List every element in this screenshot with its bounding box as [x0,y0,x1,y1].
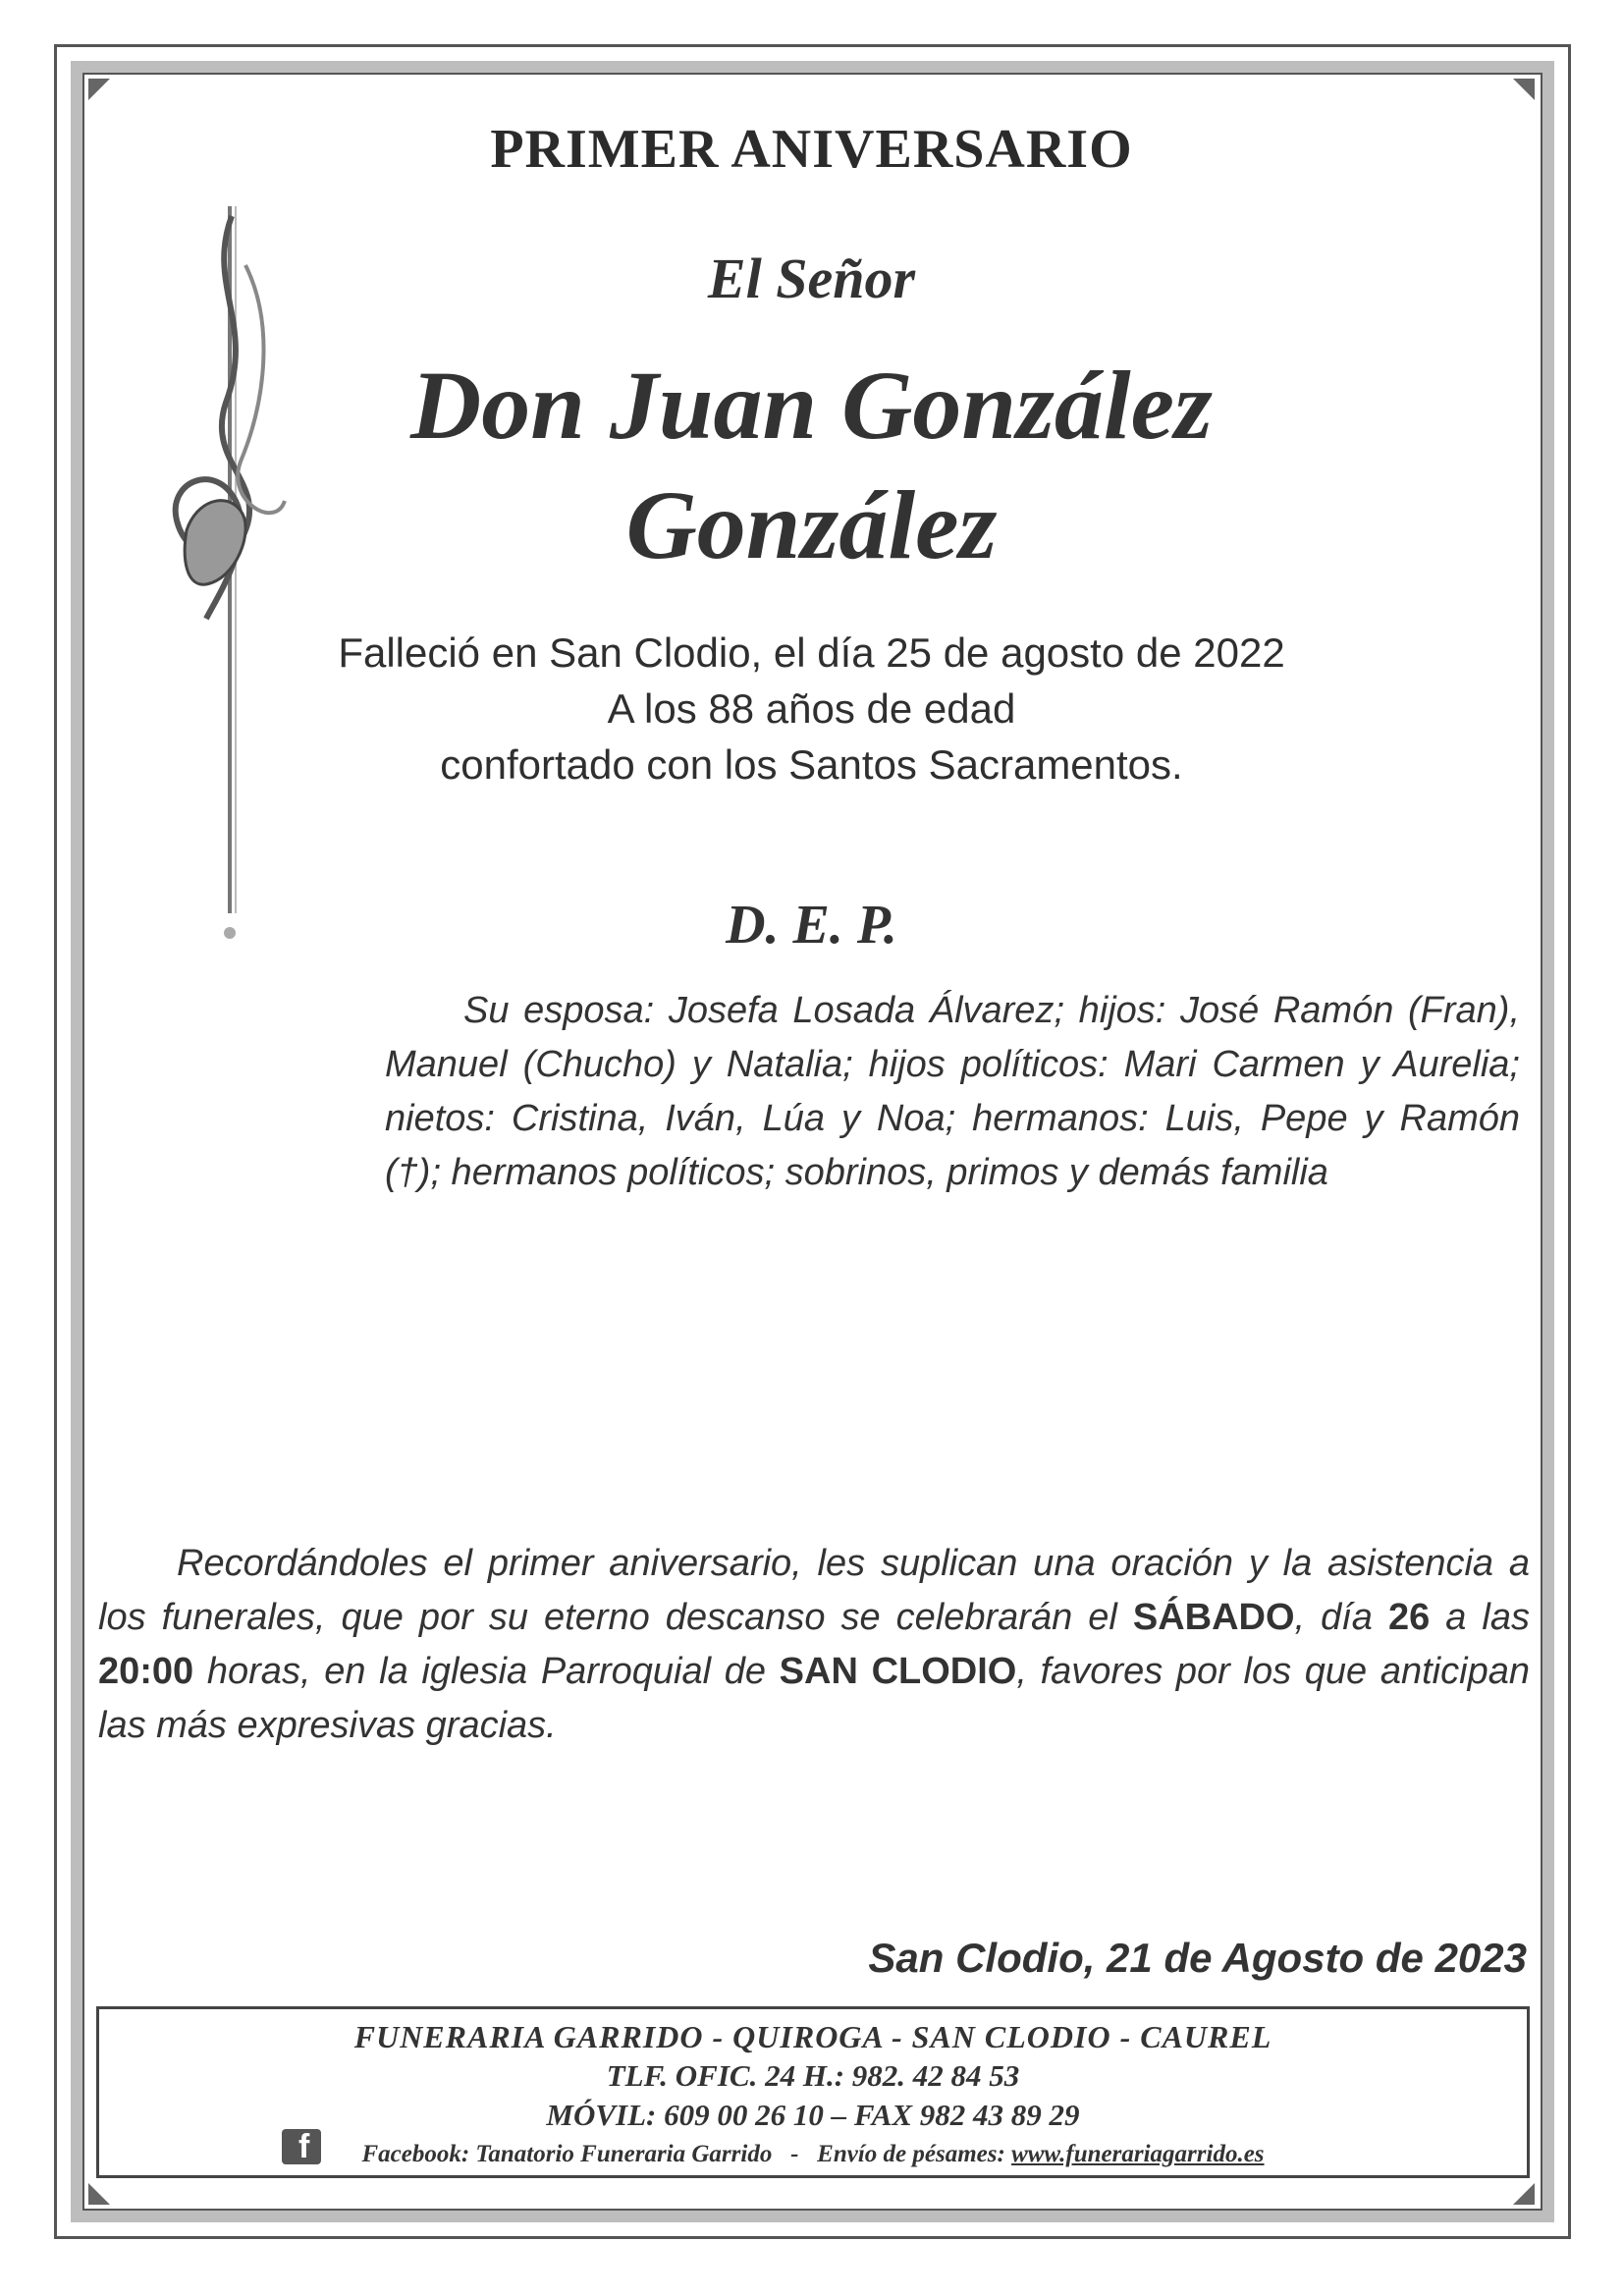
death-info-line3: confortado con los Santos Sacramentos. [440,741,1183,788]
death-info-line2: A los 88 años de edad [607,685,1016,732]
funeral-paragraph [98,1537,1530,1753]
dep-text: D. E. P. [726,895,897,956]
corner-ornament-bottom-right [1513,2183,1535,2205]
website-link[interactable]: www.funerariagarrido.es [1011,2141,1265,2167]
footer-contact [96,2141,1530,2168]
footer-phone: TLF. OFIC. 24 H.: 982. 42 84 53 [606,2058,1020,2093]
corner-ornament-top-left [88,79,110,100]
death-info [0,625,1623,793]
footer-separator: - [790,2141,799,2167]
footer-company: FUNERARIA GARRIDO - QUIROGA - SAN CLODIO - CAUREL [353,2019,1272,2054]
death-info-line1: Falleció en San Clodio, el día 25 de agosto de 2022 [338,629,1285,676]
funeral-time: 20:00 [98,1651,194,1692]
facebook-icon[interactable]: f [282,2129,321,2164]
deceased-name [0,346,1623,585]
family-paragraph: Su esposa: Josefa Losada Álvarez; hijos: José Ramón (Fran), Manuel (Chucho) y Natalia; hijos políticos: Mari Carmen y Aurelia; nietos: Cristina, Iván, Lúa y Noa; hermanos: Luis, Pepe y Ramón (†); hermanos políticos; sobrinos, primos y demás familia [385,990,1520,1193]
funeral-text-2: , día [1294,1597,1388,1638]
funeral-text-3: a las [1430,1597,1531,1638]
corner-ornament-top-right [1513,79,1535,100]
signed-date: San Clodio, 21 de Agosto de 2023 [868,1935,1527,1981]
funeral-text-1: Recordándoles el primer aniversario, les suplican una oración y la asistencia a los funerales, que por su eterno descanso se celebrarán el [98,1543,1530,1638]
honorific: El Señor [707,246,916,310]
corner-ornament-bottom-left [88,2183,110,2205]
deceased-name-line2: González [625,470,998,579]
deceased-name-line1: Don Juan González [410,351,1213,460]
funeral-text-4: horas, en la iglesia Parroquial de [193,1651,780,1692]
footer-mobile: MÓVIL: 609 00 26 10 – FAX 982 43 89 29 [546,2098,1080,2132]
funeral-day: SÁBADO [1132,1597,1295,1638]
facebook-label[interactable]: Facebook: Tanatorio Funeraria Garrido [361,2141,773,2167]
funeral-text-5: , favores por los que anticipan las más expresivas gracias. [98,1651,1530,1746]
page-title: PRIMER ANIVERSARIO [490,119,1133,180]
funeral-place: SAN CLODIO [779,1651,1017,1692]
funeral-date-number: 26 [1387,1597,1431,1638]
condolences-label: Envío de pésames: [817,2141,1005,2167]
